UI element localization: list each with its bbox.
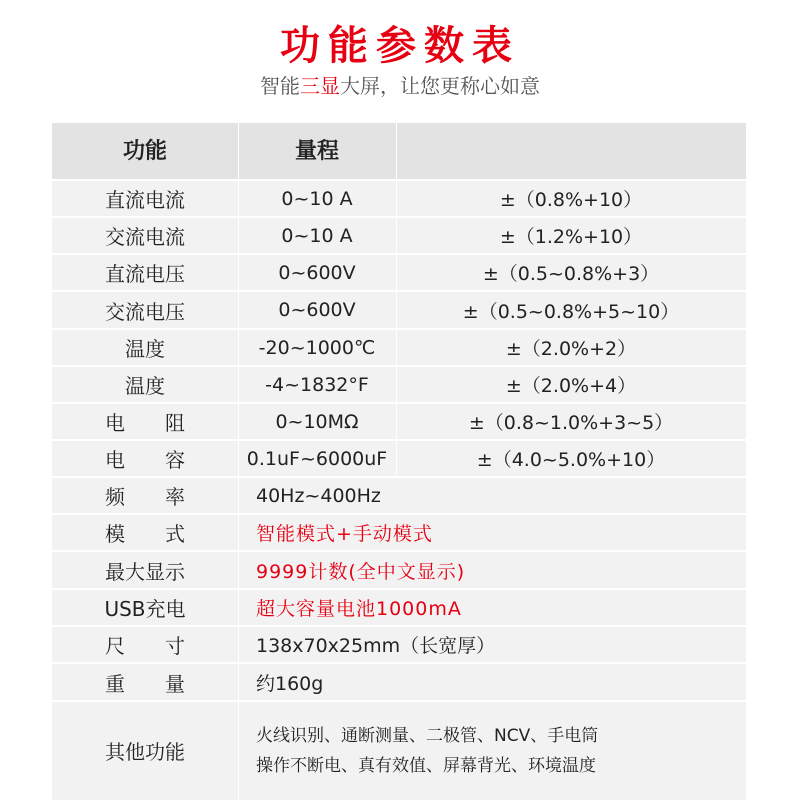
table-header bbox=[52, 123, 746, 180]
table-row bbox=[52, 366, 746, 403]
table-row bbox=[52, 217, 746, 254]
table-row-size bbox=[52, 626, 746, 663]
table-row bbox=[52, 329, 746, 366]
row-accuracy: ±（4.0~5.0%+10） bbox=[476, 449, 666, 471]
row-divider bbox=[52, 476, 746, 478]
header-range: 量程 bbox=[294, 139, 339, 164]
row-range: 0.1uF~6000uF bbox=[246, 447, 388, 470]
row-divider bbox=[52, 365, 746, 367]
row-function: 其他功能 bbox=[105, 740, 185, 764]
row-divider bbox=[52, 550, 746, 552]
row-function: 最大显示 bbox=[105, 559, 185, 584]
row-accuracy: ±（0.8~1.0%+3~5） bbox=[468, 412, 674, 434]
row-divider bbox=[52, 179, 746, 181]
row-value: 40Hz~400Hz bbox=[256, 484, 381, 507]
row-divider bbox=[52, 662, 746, 664]
subtitle-prefix: 智能 bbox=[260, 74, 300, 98]
row-function: 模 式 bbox=[105, 522, 185, 546]
row-accuracy: ±（0.5~0.8%+5~10） bbox=[462, 300, 680, 323]
row-accuracy: ±（2.0%+4） bbox=[505, 375, 637, 397]
page-title: 功能参数表 bbox=[280, 23, 520, 69]
table-row-usb bbox=[52, 589, 746, 626]
row-value: 138x70x25mm（长宽厚） bbox=[256, 635, 496, 657]
row-function: 电 阻 bbox=[105, 411, 185, 435]
table-row bbox=[52, 440, 746, 477]
row-function: 尺 寸 bbox=[105, 634, 185, 658]
table-row-frequency bbox=[52, 477, 746, 514]
row-function: 温度 bbox=[125, 337, 165, 361]
other-line-2: 操作不断电、真有效值、屏幕背光、环境温度 bbox=[256, 755, 596, 776]
row-divider bbox=[52, 513, 746, 515]
other-line-1: 火线识别、通断测量、二极管、NCV、手电筒 bbox=[256, 725, 599, 746]
subtitle-highlight: 三显 bbox=[300, 74, 340, 98]
row-divider bbox=[52, 290, 746, 292]
row-value bbox=[238, 701, 746, 800]
row-function: 频 率 bbox=[105, 485, 185, 509]
table-row-mode bbox=[52, 514, 746, 551]
row-range: 0~600V bbox=[278, 261, 356, 284]
row-divider bbox=[52, 402, 746, 404]
row-accuracy: ±（2.0%+2） bbox=[505, 338, 637, 360]
row-function: 重 量 bbox=[105, 671, 185, 696]
table-row bbox=[52, 254, 746, 291]
table-row-weight bbox=[52, 663, 746, 701]
header-function: 功能 bbox=[122, 139, 167, 164]
table-row bbox=[52, 403, 746, 440]
row-function: 电 容 bbox=[105, 448, 185, 472]
row-divider bbox=[52, 439, 746, 441]
row-divider bbox=[52, 216, 746, 218]
row-accuracy: ±（1.2%+10） bbox=[499, 226, 643, 248]
row-function: 温度 bbox=[125, 374, 165, 398]
row-divider bbox=[52, 625, 746, 627]
row-function: USB充电 bbox=[104, 597, 186, 621]
table-row bbox=[52, 291, 746, 329]
row-divider bbox=[52, 588, 746, 590]
row-value: 超大容量电池1000mA bbox=[256, 598, 462, 620]
subtitle-suffix: 大屏，让您更称心如意 bbox=[340, 74, 540, 98]
row-value: 9999计数(全中文显示) bbox=[256, 560, 466, 583]
row-divider bbox=[52, 700, 746, 702]
row-range: 0~10MΩ bbox=[275, 410, 359, 433]
row-range: 0~600V bbox=[278, 299, 356, 321]
table-row bbox=[52, 180, 746, 217]
row-divider bbox=[52, 253, 746, 255]
spec-table bbox=[52, 123, 746, 800]
row-function: 交流电压 bbox=[105, 299, 185, 324]
row-range: -20~1000℃ bbox=[258, 336, 376, 359]
row-accuracy: ±（0.8%+10） bbox=[499, 189, 643, 211]
row-range: 0~10 A bbox=[281, 187, 353, 210]
row-function: 直流电流 bbox=[105, 188, 185, 212]
row-accuracy: ±（0.5~0.8%+3） bbox=[482, 263, 660, 285]
row-range: -4~1832°F bbox=[265, 373, 369, 396]
table-row-other bbox=[52, 701, 746, 800]
row-function: 交流电流 bbox=[105, 225, 185, 249]
row-divider bbox=[52, 328, 746, 330]
table-row-max-display bbox=[52, 551, 746, 589]
row-value: 智能模式+手动模式 bbox=[256, 523, 433, 545]
row-range: 0~10 A bbox=[281, 224, 353, 247]
column-divider bbox=[238, 123, 239, 800]
row-function: 直流电压 bbox=[105, 262, 185, 286]
row-value: 约160g bbox=[256, 672, 324, 695]
column-divider bbox=[396, 123, 397, 477]
page-subtitle bbox=[0, 70, 800, 99]
